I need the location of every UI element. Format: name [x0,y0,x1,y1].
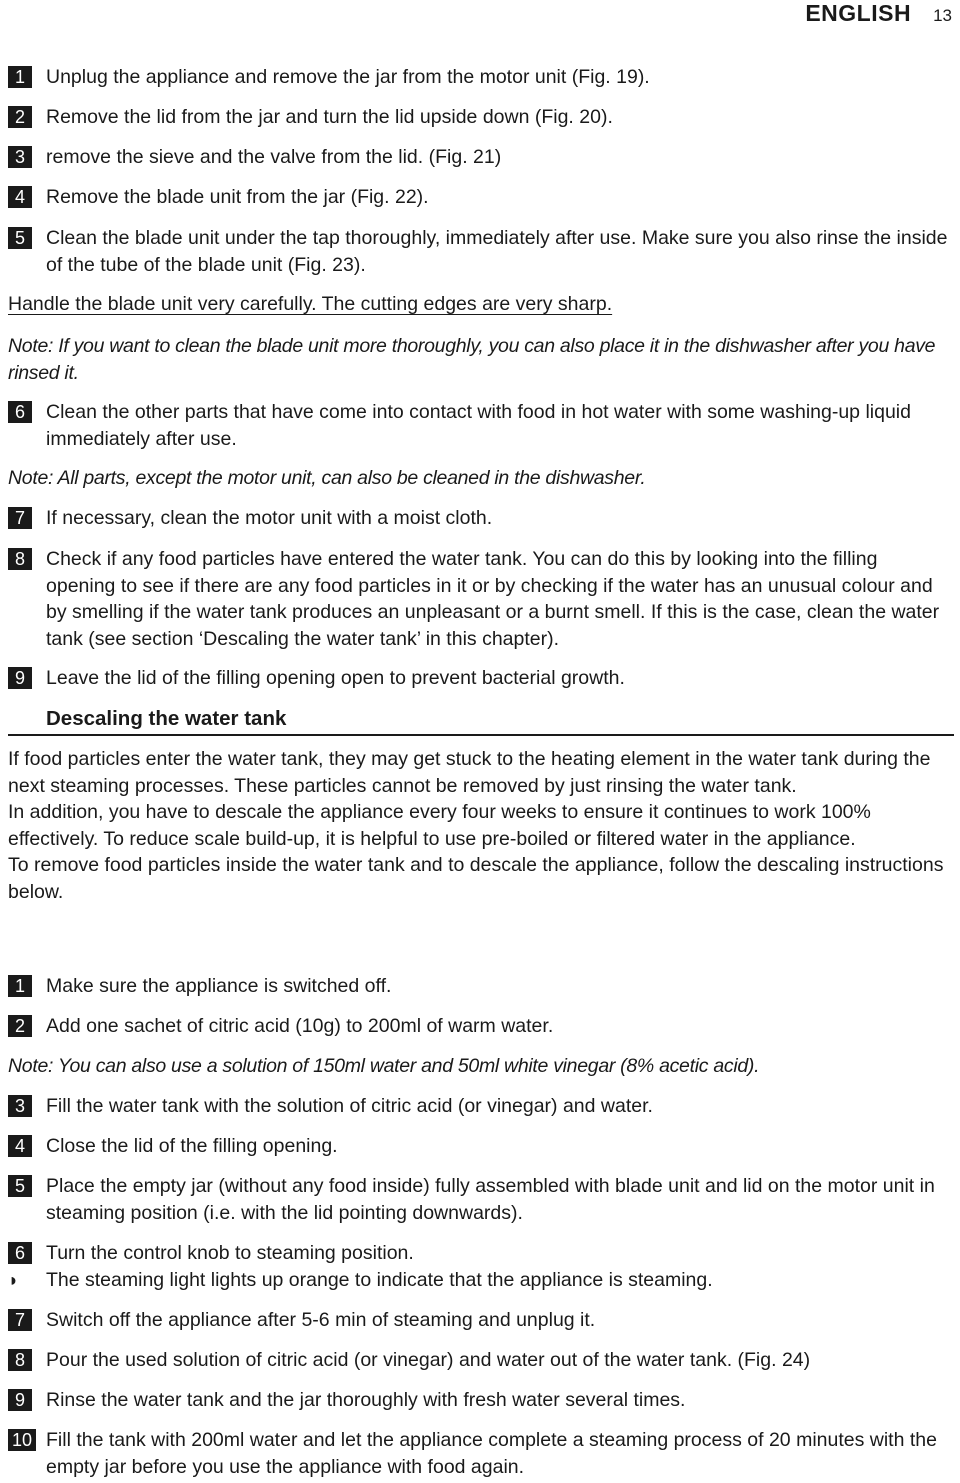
step-text: remove the sieve and the valve from the lid. (Fig. 21) [46,146,502,168]
step-text: Rinse the water tank and the jar thoroughly with fresh water several times. [46,1389,686,1411]
section-heading [8,706,954,736]
step-row [8,505,952,532]
step-row [8,184,952,211]
step-row [8,1013,952,1040]
step-row [8,1427,952,1480]
result-text: The steaming light lights up orange to indicate that the appliance is steaming. [46,1269,713,1291]
step-row [8,1387,952,1414]
step-text: Check if any food particles have entered the water tank. You can do this by looking into the filling opening to see if there are any food particles in it or by checking if the water has an unusual colour and by smelling if the water tank produces an unpleasant or a burnt smell. If this is the case, clean the water tank (see section ‘Descaling the water tank’ in this chapter). [46,548,940,650]
step-number: 2 [8,106,32,128]
step-number: 3 [8,1095,32,1117]
bullet-icon: ◗ [8,1270,19,1290]
note-text: Note: If you want to clean the blade unit more thoroughly, you can also place it in the dishwasher after you have rinsed it. [8,335,936,384]
step-text: Close the lid of the filling opening. [46,1135,338,1157]
step-text: Remove the blade unit from the jar (Fig. 22). [46,186,429,208]
step-number: 4 [8,1135,32,1157]
step-row [8,973,952,1000]
step-number: 4 [8,186,32,208]
step-row [8,144,952,171]
step-number: 1 [8,975,32,997]
step-text: Turn the control knob to steaming position. [46,1242,414,1264]
step-number: 2 [8,1015,32,1037]
step-text: If necessary, clean the motor unit with a moist cloth. [46,507,493,529]
step-number: 1 [8,66,32,88]
step-number: 7 [8,507,32,529]
page-header [805,0,952,26]
page-number: 13 [933,6,952,25]
language-label: ENGLISH [805,0,912,26]
step-number: 8 [8,548,32,570]
step-row [8,665,952,692]
step-row [8,64,952,91]
step-text: Unplug the appliance and remove the jar from the motor unit (Fig. 19). [46,66,650,88]
step-text: Fill the water tank with the solution of citric acid (or vinegar) and water. [46,1095,653,1117]
intro-paragraphs [8,746,952,905]
step-row [8,399,952,452]
step-row [8,1240,952,1267]
step-row [8,1133,952,1160]
step-text: Switch off the appliance after 5-6 min of steaming and unplug it. [46,1309,596,1331]
step-row [8,1347,952,1374]
step-number: 9 [8,1389,32,1411]
step-text: Fill the tank with 200ml water and let the appliance complete a steaming process of 20 minutes with the empty jar before you use the appliance with food again. [46,1429,937,1478]
step-row [8,1307,952,1334]
step-text: Clean the blade unit under the tap thoroughly, immediately after use. Make sure you also rinse the inside of the tube of the blade unit (Fig. 23). [46,227,948,276]
step-row [8,546,952,652]
step-number: 6 [8,401,32,423]
step-row [8,225,952,278]
paragraph: In addition, you have to descale the appliance every four weeks to ensure it continues to work 100% effectively. To reduce scale build-up, it is helpful to use pre-boiled or filtered water in the appliance. [8,801,871,850]
paragraph: To remove food particles inside the water tank and to descale the appliance, follow the descaling instructions below. [8,854,944,903]
step-number: 10 [8,1429,36,1451]
step-text: Pour the used solution of citric acid (or vinegar) and water out of the water tank. (Fig. 24) [46,1349,811,1371]
step-number: 6 [8,1242,32,1264]
warning-text: Handle the blade unit very carefully. The cutting edges are very sharp. [8,293,613,315]
step-text: Place the empty jar (without any food inside) fully assembled with blade unit and lid on the motor unit in steaming position (i.e. with the lid pointing downwards). [46,1175,935,1224]
step-row [8,104,952,131]
step-number: 8 [8,1349,32,1371]
step-text: Clean the other parts that have come into contact with food in hot water with some washing-up liquid immediately after use. [46,401,911,450]
result-bullet [8,1267,952,1294]
step-text: Make sure the appliance is switched off. [46,975,392,997]
step-number: 3 [8,146,32,168]
note-text: Note: You can also use a solution of 150ml water and 50ml white vinegar (8% acetic acid). [8,1055,760,1077]
section-title: Descaling the water tank [46,707,287,730]
step-number: 5 [8,227,32,249]
paragraph: If food particles enter the water tank, they may get stuck to the heating element in the water tank during the next steaming processes. These particles cannot be removed by just rinsing the water tank. [8,748,931,797]
step-row [8,1093,952,1120]
step-number: 7 [8,1309,32,1331]
step-number: 5 [8,1175,32,1197]
step-text: Remove the lid from the jar and turn the lid upside down (Fig. 20). [46,106,613,128]
step-number: 9 [8,667,32,689]
step-row [8,1173,952,1226]
note-text: Note: All parts, except the motor unit, can also be cleaned in the dishwasher. [8,467,646,489]
step-text: Leave the lid of the filling opening open to prevent bacterial growth. [46,667,625,689]
step-text: Add one sachet of citric acid (10g) to 200ml of warm water. [46,1015,554,1037]
